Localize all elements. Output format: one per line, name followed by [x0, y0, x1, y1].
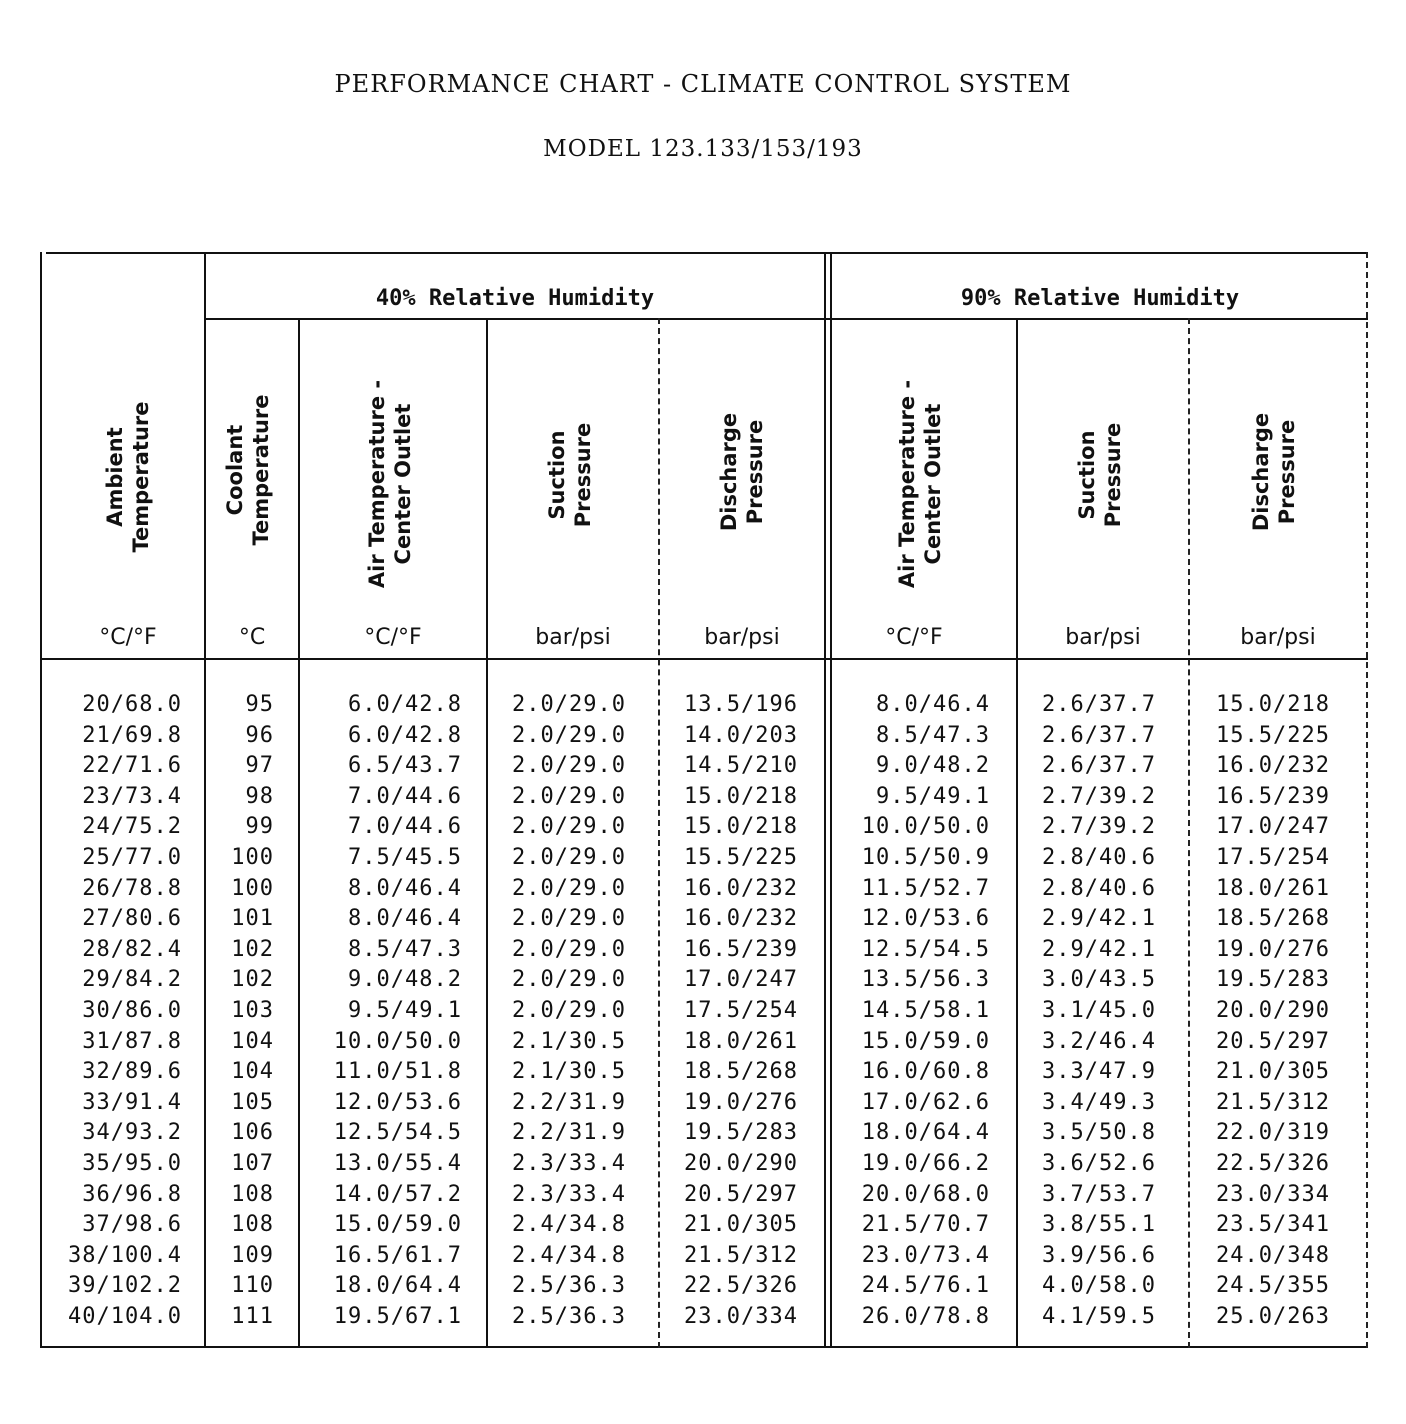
table-cell: 7.5/45.5	[348, 844, 462, 870]
column-ambient-values	[50, 690, 182, 1332]
table-cell: 107	[231, 1150, 274, 1176]
table-cell: 36/96.8	[82, 1181, 182, 1207]
table-cell: 15.0/218	[1216, 692, 1330, 717]
unit-discharge90: bar/psi	[1240, 625, 1316, 650]
table-cell: 25.0/263	[1216, 1303, 1330, 1329]
table-cell: 23.0/334	[1216, 1181, 1330, 1207]
table-cell: 14.0/203	[684, 722, 798, 748]
table-cell: 12.5/54.5	[333, 1120, 462, 1146]
table-cell: 102	[231, 936, 274, 962]
table-cell: 9.0/48.2	[348, 967, 462, 993]
table-cell: 3.7/53.7	[1042, 1181, 1156, 1207]
table-cell: 23.5/341	[1216, 1212, 1330, 1238]
table-cell: 2.8/40.6	[1042, 875, 1156, 901]
header-discharge-pressure-40: Discharge Pressure	[717, 412, 767, 532]
table-cell: 14.0/57.2	[333, 1181, 462, 1207]
table-cell: 38/100.4	[68, 1242, 182, 1268]
table-cell: 21.0/305	[1216, 1059, 1330, 1085]
column-suction40-values	[512, 690, 652, 1332]
table-cell: 18.0/64.4	[861, 1120, 990, 1146]
table-cell: 2.6/37.7	[1042, 692, 1156, 717]
table-cell: 14.5/58.1	[861, 997, 990, 1023]
table-cell: 108	[231, 1212, 274, 1238]
table-cell: 2.2/31.9	[512, 1120, 626, 1146]
table-cell: 13.5/196	[684, 692, 798, 717]
table-cell: 2.0/29.0	[512, 936, 626, 962]
page-title: PERFORMANCE CHART - CLIMATE CONTROL SYSTEM	[334, 70, 1072, 98]
table-cell: 2.7/39.2	[1042, 783, 1156, 809]
column-discharge90-values	[1216, 690, 1356, 1332]
table-cell: 110	[231, 1273, 274, 1299]
table-cell: 32/89.6	[82, 1059, 182, 1085]
table-cell: 2.3/33.4	[512, 1181, 626, 1207]
table-cell: 12.0/53.6	[333, 1089, 462, 1115]
table-cell: 19.5/283	[684, 1120, 798, 1146]
table-cell: 3.5/50.8	[1042, 1120, 1156, 1146]
table-cell: 34/93.2	[82, 1120, 182, 1146]
table-cell: 16.0/232	[684, 906, 798, 932]
unit-discharge40: bar/psi	[704, 625, 780, 650]
table-cell: 102	[231, 967, 274, 993]
table-cell: 4.0/58.0	[1042, 1273, 1156, 1299]
table-cell: 35/95.0	[82, 1150, 182, 1176]
header-bottom-line	[40, 658, 1368, 660]
table-cell: 24.5/355	[1216, 1273, 1330, 1299]
unit-coolant: °C	[238, 625, 266, 650]
table-cell: 6.0/42.8	[348, 692, 462, 717]
table-cell: 14.5/210	[684, 753, 798, 779]
table-cell: 2.2/31.9	[512, 1089, 626, 1115]
table-cell: 19.0/276	[684, 1089, 798, 1115]
group-double-divider-b	[830, 252, 832, 1348]
table-cell: 17.5/254	[684, 997, 798, 1023]
column-coolant-values	[208, 690, 274, 1332]
table-cell: 3.6/52.6	[1042, 1150, 1156, 1176]
table-cell: 11.0/51.8	[333, 1059, 462, 1085]
group-divider-line	[206, 318, 1368, 320]
table-cell: 105	[231, 1089, 274, 1115]
table-cell: 22.5/326	[1216, 1150, 1330, 1176]
table-cell: 100	[231, 844, 274, 870]
table-right-border	[1366, 252, 1368, 1348]
table-cell: 20/68.0	[82, 692, 182, 717]
table-cell: 2.3/33.4	[512, 1150, 626, 1176]
table-cell: 6.0/42.8	[348, 722, 462, 748]
table-cell: 18.5/268	[1216, 906, 1330, 932]
header-ambient-temperature: Ambient Temperature	[103, 401, 153, 553]
table-cell: 23.0/73.4	[861, 1242, 990, 1268]
column-air90-values	[834, 690, 990, 1332]
table-cell: 108	[231, 1181, 274, 1207]
table-cell: 3.9/56.6	[1042, 1242, 1156, 1268]
table-cell: 104	[231, 1028, 274, 1054]
table-cell: 21.5/70.7	[861, 1212, 990, 1238]
table-cell: 20.5/297	[684, 1181, 798, 1207]
table-cell: 10.0/50.0	[861, 814, 990, 840]
table-cell: 12.5/54.5	[861, 936, 990, 962]
table-cell: 9.0/48.2	[876, 753, 990, 779]
table-cell: 25/77.0	[82, 844, 182, 870]
ambient-column-divider	[204, 252, 206, 1348]
table-cell: 16.5/239	[1216, 783, 1330, 809]
table-cell: 8.0/46.4	[348, 906, 462, 932]
air40-column-divider	[486, 318, 488, 1348]
table-cell: 20.0/290	[684, 1150, 798, 1176]
table-cell: 24.5/76.1	[861, 1273, 990, 1299]
table-cell: 2.1/30.5	[512, 1059, 626, 1085]
table-cell: 16.0/232	[1216, 753, 1330, 779]
table-cell: 16.0/232	[684, 875, 798, 901]
table-cell: 13.5/56.3	[861, 967, 990, 993]
table-cell: 2.0/29.0	[512, 875, 626, 901]
unit-ambient: °C/°F	[99, 625, 157, 650]
table-cell: 15.5/225	[684, 844, 798, 870]
table-cell: 101	[231, 906, 274, 932]
table-cell: 95	[245, 692, 274, 717]
table-cell: 6.5/43.7	[348, 753, 462, 779]
group-double-divider-a	[824, 252, 826, 1348]
table-cell: 21.5/312	[684, 1242, 798, 1268]
table-cell: 30/86.0	[82, 997, 182, 1023]
header-air-temperature-40: Air Temperature - Center Outlet	[365, 379, 415, 589]
table-cell: 22/71.6	[82, 753, 182, 779]
column-air40-values	[302, 690, 462, 1332]
table-cell: 13.0/55.4	[333, 1150, 462, 1176]
table-cell: 24.0/348	[1216, 1242, 1330, 1268]
table-cell: 4.1/59.5	[1042, 1303, 1156, 1329]
table-cell: 2.0/29.0	[512, 906, 626, 932]
table-cell: 2.7/39.2	[1042, 814, 1156, 840]
table-cell: 26.0/78.8	[861, 1303, 990, 1329]
table-cell: 19.5/67.1	[333, 1303, 462, 1329]
coolant-column-divider	[298, 318, 300, 1348]
header-air-temperature-90: Air Temperature - Center Outlet	[895, 379, 945, 589]
table-cell: 21.5/312	[1216, 1089, 1330, 1115]
table-cell: 20.0/290	[1216, 997, 1330, 1023]
table-cell: 7.0/44.6	[348, 814, 462, 840]
header-discharge-pressure-90: Discharge Pressure	[1249, 412, 1299, 532]
table-cell: 3.0/43.5	[1042, 967, 1156, 993]
table-cell: 27/80.6	[82, 906, 182, 932]
table-cell: 31/87.8	[82, 1028, 182, 1054]
table-left-border	[40, 252, 42, 1348]
table-cell: 2.6/37.7	[1042, 722, 1156, 748]
air90-column-divider	[1016, 318, 1018, 1348]
table-cell: 28/82.4	[82, 936, 182, 962]
suction40-column-divider	[658, 318, 660, 1348]
column-discharge40-values	[684, 690, 824, 1332]
table-cell: 3.8/55.1	[1042, 1212, 1156, 1238]
table-cell: 23/73.4	[82, 783, 182, 809]
table-cell: 18.5/268	[684, 1059, 798, 1085]
table-cell: 96	[245, 722, 274, 748]
table-cell: 99	[245, 814, 274, 840]
table-cell: 2.4/34.8	[512, 1242, 626, 1268]
suction90-column-divider	[1188, 318, 1190, 1348]
table-cell: 109	[231, 1242, 274, 1268]
table-cell: 16.5/61.7	[333, 1242, 462, 1268]
table-cell: 2.0/29.0	[512, 692, 626, 717]
table-cell: 17.0/62.6	[861, 1089, 990, 1115]
table-cell: 2.5/36.3	[512, 1273, 626, 1299]
table-cell: 17.5/254	[1216, 844, 1330, 870]
table-cell: 19.5/283	[1216, 967, 1330, 993]
table-cell: 37/98.6	[82, 1212, 182, 1238]
table-cell: 22.5/326	[684, 1273, 798, 1299]
table-cell: 26/78.8	[82, 875, 182, 901]
table-cell: 20.5/297	[1216, 1028, 1330, 1054]
table-cell: 12.0/53.6	[861, 906, 990, 932]
table-cell: 3.2/46.4	[1042, 1028, 1156, 1054]
table-cell: 2.0/29.0	[512, 967, 626, 993]
table-cell: 18.0/64.4	[333, 1273, 462, 1299]
table-cell: 2.0/29.0	[512, 997, 626, 1023]
table-cell: 9.5/49.1	[876, 783, 990, 809]
table-cell: 2.0/29.0	[512, 783, 626, 809]
table-cell: 10.0/50.0	[333, 1028, 462, 1054]
table-cell: 8.5/47.3	[876, 722, 990, 748]
table-cell: 20.0/68.0	[861, 1181, 990, 1207]
table-cell: 2.8/40.6	[1042, 844, 1156, 870]
table-cell: 2.9/42.1	[1042, 906, 1156, 932]
table-cell: 39/102.2	[68, 1273, 182, 1299]
table-cell: 106	[231, 1120, 274, 1146]
table-bottom-border	[40, 1346, 1368, 1348]
table-cell: 17.0/247	[1216, 814, 1330, 840]
table-cell: 3.3/47.9	[1042, 1059, 1156, 1085]
table-cell: 22.0/319	[1216, 1120, 1330, 1146]
table-cell: 2.0/29.0	[512, 722, 626, 748]
unit-suction40: bar/psi	[535, 625, 611, 650]
table-cell: 111	[231, 1303, 274, 1329]
table-cell: 33/91.4	[82, 1089, 182, 1115]
table-cell: 103	[231, 997, 274, 1023]
unit-air90: °C/°F	[885, 625, 943, 650]
table-cell: 16.0/60.8	[861, 1059, 990, 1085]
column-suction90-values	[1042, 690, 1182, 1332]
table-cell: 19.0/66.2	[861, 1150, 990, 1176]
table-cell: 8.5/47.3	[348, 936, 462, 962]
table-cell: 19.0/276	[1216, 936, 1330, 962]
table-cell: 2.0/29.0	[512, 814, 626, 840]
table-cell: 15.5/225	[1216, 722, 1330, 748]
table-cell: 2.0/29.0	[512, 844, 626, 870]
table-cell: 21/69.8	[82, 722, 182, 748]
table-cell: 100	[231, 875, 274, 901]
table-cell: 8.0/46.4	[876, 692, 990, 717]
table-cell: 2.4/34.8	[512, 1212, 626, 1238]
table-cell: 97	[245, 753, 274, 779]
table-cell: 2.1/30.5	[512, 1028, 626, 1054]
header-coolant-temperature: Coolant Temperature	[223, 394, 273, 546]
table-cell: 3.1/45.0	[1042, 997, 1156, 1023]
table-cell: 104	[231, 1059, 274, 1085]
table-cell: 24/75.2	[82, 814, 182, 840]
table-cell: 2.9/42.1	[1042, 936, 1156, 962]
table-cell: 10.5/50.9	[861, 844, 990, 870]
table-cell: 7.0/44.6	[348, 783, 462, 809]
page-subtitle: MODEL 123.133/153/193	[543, 136, 863, 162]
table-cell: 21.0/305	[684, 1212, 798, 1238]
table-cell: 15.0/59.0	[861, 1028, 990, 1054]
table-cell: 98	[245, 783, 274, 809]
table-cell: 2.6/37.7	[1042, 753, 1156, 779]
table-cell: 2.5/36.3	[512, 1303, 626, 1329]
table-cell: 16.5/239	[684, 936, 798, 962]
table-cell: 18.0/261	[1216, 875, 1330, 901]
table-cell: 11.5/52.7	[861, 875, 990, 901]
table-cell: 29/84.2	[82, 967, 182, 993]
table-cell: 17.0/247	[684, 967, 798, 993]
table-cell: 8.0/46.4	[348, 875, 462, 901]
table-cell: 15.0/218	[684, 814, 798, 840]
group-header-90-rh: 90% Relative Humidity	[960, 286, 1240, 311]
table-cell: 15.0/218	[684, 783, 798, 809]
table-cell: 15.0/59.0	[333, 1212, 462, 1238]
performance-table	[40, 252, 1368, 1348]
table-top-border	[46, 252, 1368, 254]
group-header-40-rh: 40% Relative Humidity	[375, 286, 655, 311]
table-cell: 3.4/49.3	[1042, 1089, 1156, 1115]
unit-air40: °C/°F	[364, 625, 422, 650]
unit-suction90: bar/psi	[1065, 625, 1141, 650]
table-cell: 2.0/29.0	[512, 753, 626, 779]
header-suction-pressure-90: Suction Pressure	[1075, 422, 1125, 528]
table-cell: 9.5/49.1	[348, 997, 462, 1023]
table-cell: 23.0/334	[684, 1303, 798, 1329]
table-cell: 18.0/261	[684, 1028, 798, 1054]
table-cell: 40/104.0	[68, 1303, 182, 1329]
header-suction-pressure-40: Suction Pressure	[545, 422, 595, 528]
